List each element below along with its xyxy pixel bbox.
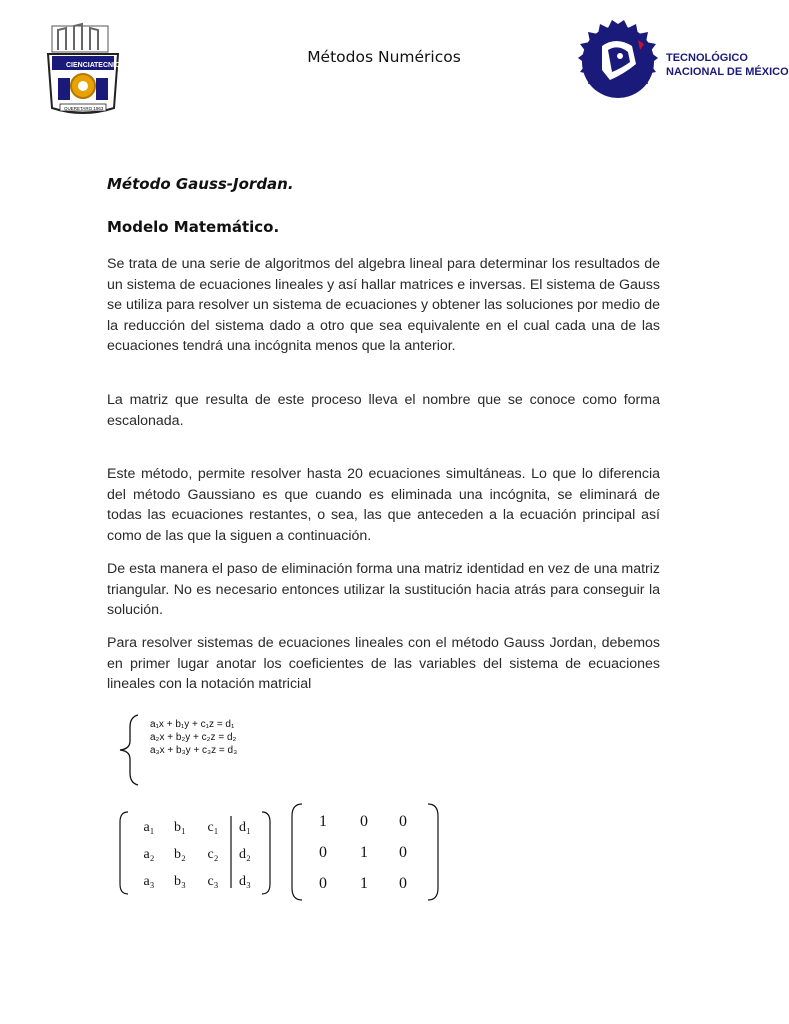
augmented-matrix	[120, 808, 270, 898]
matrix-cell: b₃	[174, 874, 186, 889]
matrix-cell: c₂	[207, 847, 219, 862]
matrix-cell: d₁	[239, 820, 251, 835]
matrix-cell: 0	[399, 813, 407, 830]
matrix-cell: c₃	[207, 874, 219, 889]
method-heading: Método Gauss-Jordan.	[107, 175, 294, 193]
matrix-cell: b₂	[174, 847, 186, 862]
equation-line: a₁x + b₁y + c₁z = d₁	[150, 719, 235, 730]
matrix-cell: b₁	[174, 820, 186, 835]
result-matrix	[292, 800, 438, 904]
paragraph-notation: Para resolver sistemas de ecuaciones lineales con el método Gauss Jordan, debemos en primer lugar anotar los coeficientes de las variables del sistema de ecuaciones lineales con la notación matricial	[107, 635, 660, 693]
equation-line: a₃x + b₃y + c₃z = d₃	[150, 745, 238, 756]
ciencia-tecnica-logo	[44, 20, 126, 120]
matrix-cell: 0	[360, 813, 368, 830]
matrix-cell: a₁	[143, 820, 155, 835]
matrix-cell: 1	[360, 875, 368, 892]
matrix-cell: d₂	[239, 847, 251, 862]
matrix-cell: 1	[360, 844, 368, 861]
model-heading: Modelo Matemático.	[107, 218, 280, 236]
svg-text:QUERETARO 1963: QUERETARO 1963	[64, 106, 104, 111]
svg-text:TECNICA: TECNICA	[94, 62, 126, 69]
tecnm-logo-line1: TECNOLÓGICO	[666, 52, 748, 64]
equation-system	[116, 713, 276, 787]
svg-text:CIENCIA: CIENCIA	[66, 62, 95, 69]
matrix-cell: a₂	[143, 847, 155, 862]
matrix-cell: 0	[319, 875, 327, 892]
equation-line: a₂x + b₂y + c₂z = d₂	[150, 732, 237, 743]
paragraph-intro: Se trata de una serie de algoritmos del algebra lineal para determinar los resultados de un sistema de ecuaciones lineales y así hallar matrices e inversas. El sistema de Gauss se utiliza para resolver un sistema de ecuaciones y obtener las soluciones por medio de la reducción del sistema dado a otro que sea equivalente en el cual cada una de las ecuaciones tendrá una incógnita menos que la anterior.	[107, 256, 660, 355]
matrix-cell: 0	[399, 875, 407, 892]
matrix-cell: 0	[319, 844, 327, 861]
tecnm-logo-line2: NACIONAL DE MÉXICO	[666, 66, 789, 78]
page-title: Métodos Numéricos	[307, 48, 461, 66]
paragraph-method: Este método, permite resolver hasta 20 ecuaciones simultáneas. Lo que lo diferencia del método Gaussiano es que cuando es eliminada una incógnita, se eliminará de todas las ecuaciones restantes, o sea, las que anteceden a la ecuación principal así como de las que la siguen a continuación.	[107, 466, 660, 544]
matrix-cell: 1	[319, 813, 327, 830]
matrix-cell: 0	[399, 844, 407, 861]
paragraph-escalonada: La matriz que resulta de este proceso lleva el nombre que se conoce como forma escalonada.	[107, 392, 660, 429]
paragraph-identity: De esta manera el paso de eliminación forma una matriz identidad en vez de una matriz triangular. No es necesario entonces utilizar la sustitución hacia atrás para conseguir la solución.	[107, 561, 660, 619]
matrix-cell: d₃	[239, 874, 251, 889]
matrix-cell: c₁	[207, 820, 219, 835]
matrix-cell: a₃	[143, 874, 155, 889]
